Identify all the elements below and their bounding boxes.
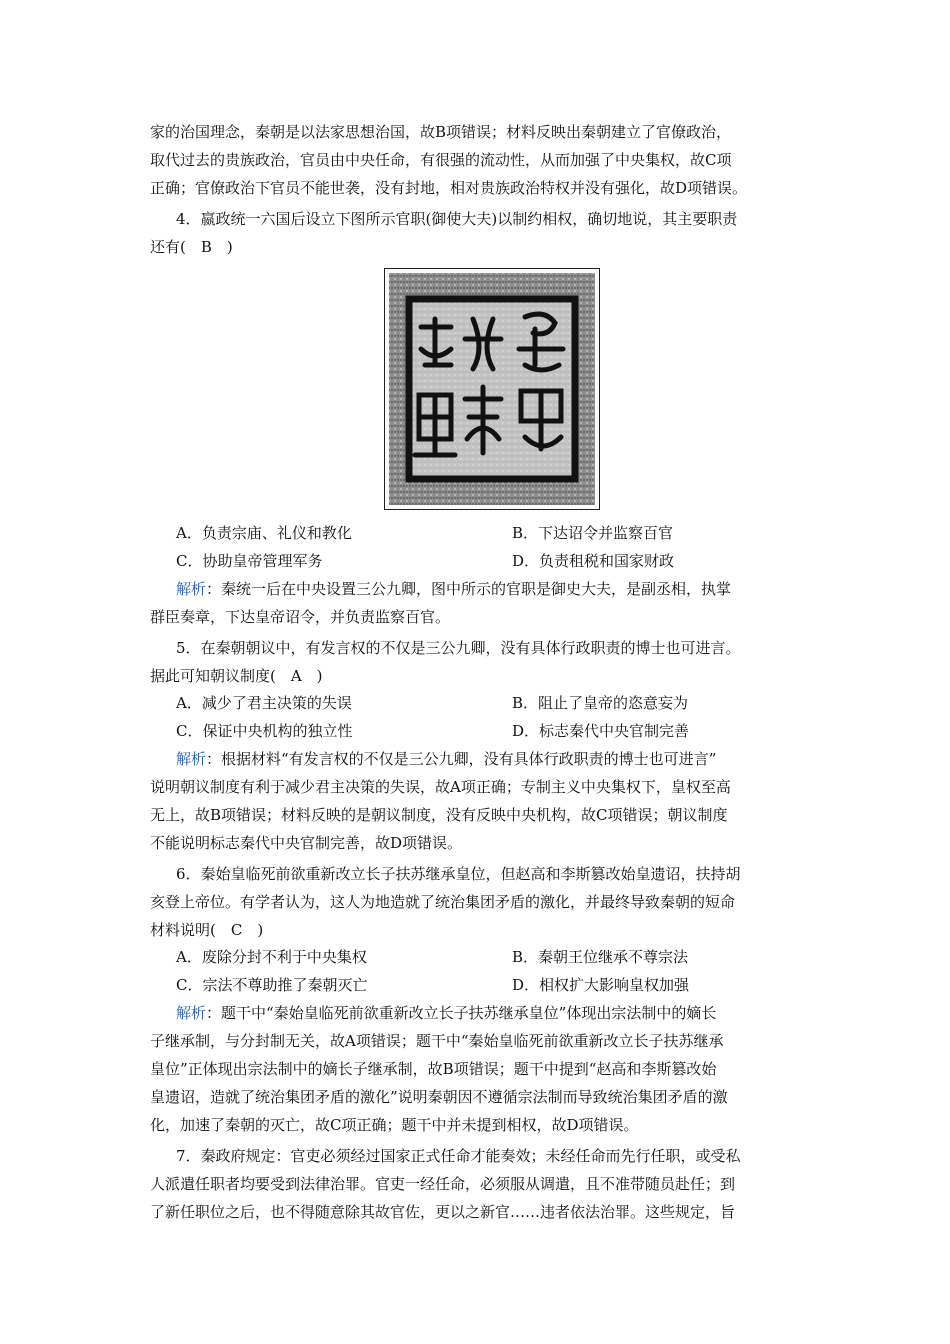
question-5-analysis-cont: 不能说明标志秦代中央官制完善，故D项错误。: [150, 834, 463, 852]
question-7-stem-cont: 了新任职位之后，也不得随意除其故官佐，更以之新官……违者依法治罪。这些规定，旨: [150, 1203, 736, 1221]
question-6-analysis: 解析：题干中“秦始皇临死前欲重新改立长子扶苏继承皇位”体现出宗法制中的嫡长: [176, 1004, 717, 1022]
question-6-option-d: D．相权扩大影响皇权加强: [512, 976, 690, 994]
question-5-option-d: D．标志秦代中央官制完善: [512, 722, 690, 740]
question-5-stem: 5．在秦朝朝议中，有发言权的不仅是三公九卿，没有具体行政职责的博士也可进言。: [176, 639, 741, 657]
question-6-stem-cont: 亥登上帝位。有学者认为，这人为地造就了统治集团矛盾的激化，并最终导致秦朝的短命: [150, 893, 736, 911]
question-4-option-b: B．下达诏令并监察百官: [512, 524, 674, 542]
seal-image: [384, 268, 600, 510]
question-5-stem-cont: 据此可知朝议制度( A ): [150, 667, 323, 685]
question-6-analysis-cont: 子继承制，与分封制无关，故A项错误；题干中“秦始皇临死前欲重新改立长子扶苏继承: [150, 1032, 724, 1050]
question-4-option-a: A．负责宗庙、礼仪和教化: [176, 524, 352, 542]
question-5-analysis: 解析：根据材料“有发言权的不仅是三公九卿，没有具体行政职责的博士也可进言”: [176, 750, 717, 768]
question-6-option-b: B．秦朝王位继承不尊宗法: [512, 948, 689, 966]
question-4-stem-cont: 还有( B ): [150, 238, 233, 256]
question-7-stem: 7．秦政府规定：官吏必须经过国家正式任命才能奏效；未经任命而先行任职，或受私: [176, 1147, 741, 1165]
seal-rubbing-icon: [385, 269, 599, 509]
question-6-analysis-cont: 化，加速了秦朝的灭亡，故C项正确；题干中并未提到相权，故D项错误。: [150, 1116, 639, 1134]
text-line: 正确；官僚政治下官员不能世袭，没有封地，相对贵族政治特权并没有强化，故D项错误。: [150, 179, 748, 197]
analysis-label: 解析: [176, 750, 207, 768]
question-5-option-a: A．减少了君主决策的失误: [176, 694, 352, 712]
question-6-stem: 6．秦始皇临死前欲重新改立长子扶苏继承皇位，但赵高和李斯篡改始皇遗诏，扶持胡: [176, 865, 741, 883]
question-5-option-c: C．保证中央机构的独立性: [176, 722, 353, 740]
question-4-analysis-cont: 群臣奏章，下达皇帝诏令，并负责监察百官。: [150, 608, 451, 626]
text-line: 取代过去的贵族政治，官员由中央任命，有很强的流动性，从而加强了中央集权，故C项: [150, 151, 732, 169]
question-6-analysis-cont: 皇位”正体现出宗法制中的嫡长子继承制，故B项错误；题干中提到“赵高和李斯篡改始: [150, 1060, 717, 1078]
question-4-option-c: C．协助皇帝管理军务: [176, 552, 323, 570]
analysis-label: 解析: [176, 580, 207, 598]
question-6-option-a: A．废除分封不利于中央集权: [176, 948, 367, 966]
question-4-analysis: 解析：秦统一后在中央设置三公九卿，图中所示的官职是御史大夫，是副丞相，执掌: [176, 580, 732, 598]
analysis-label: 解析: [176, 1004, 207, 1022]
question-4-stem: 4．嬴政统一六国后设立下图所示官职(御使大夫)以制约相权，确切地说，其主要职责: [176, 210, 738, 228]
question-5-option-b: B．阻止了皇帝的恣意妄为: [512, 694, 689, 712]
question-6-analysis-cont: 皇遗诏，造就了统治集团矛盾的激化”说明秦朝因不遵循宗法制而导致统治集团矛盾的激: [150, 1088, 728, 1106]
question-7-stem-cont: 人派遣任职者均要受到法律治罪。官吏一经任命，必须服从调遣，且不准带随员赴任；到: [150, 1175, 736, 1193]
question-6-option-c: C．宗法不尊助推了秦朝灭亡: [176, 976, 368, 994]
text-line: 家的治国理念，秦朝是以法家思想治国，故B项错误；材料反映出秦朝建立了官僚政治，: [150, 123, 732, 141]
question-5-analysis-cont: 无上，故B项错误；材料反映的是朝议制度，没有反映中央机构，故C项错误；朝议制度: [150, 806, 728, 824]
question-6-stem-cont: 材料说明( C ): [150, 921, 264, 939]
question-4-option-d: D．负责租税和国家财政: [512, 552, 675, 570]
question-5-analysis-cont: 说明朝议制度有利于减少君主决策的失误，故A项正确；专制主义中央集权下，皇权至高: [150, 778, 731, 796]
